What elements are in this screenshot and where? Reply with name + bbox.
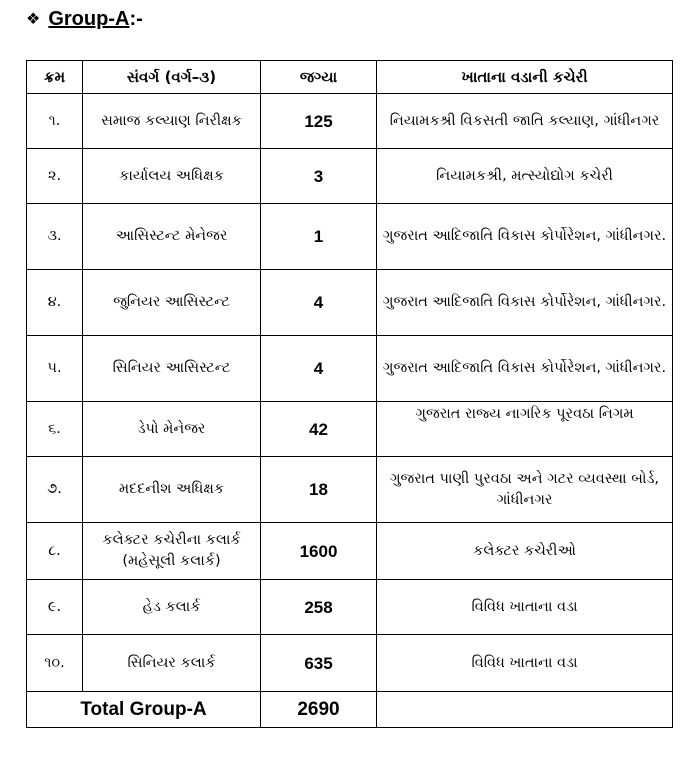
total-empty-cell bbox=[377, 692, 673, 728]
diamond-bullet-icon: ❖ bbox=[26, 11, 41, 28]
cell-office: નિયામકશ્રી વિકસતી જાતિ કલ્યાણ, ગાંધીનગર bbox=[377, 94, 673, 149]
cell-cadre: આસિસ્ટન્ટ મેનેજર bbox=[83, 204, 261, 270]
header-serial: ક્રમ bbox=[27, 61, 83, 94]
total-label: Total Group-A bbox=[27, 692, 261, 728]
cell-cadre: મદદનીશ અધિક્ષક bbox=[83, 457, 261, 523]
cell-office: વિવિધ ખાતાના વડા bbox=[377, 580, 673, 635]
cell-serial: ૧૦. bbox=[27, 635, 83, 692]
cell-office: ગુજરાત આદિજાતિ વિકાસ કોર્પોરેશન, ગાંધીનગર. bbox=[377, 204, 673, 270]
posts-table bbox=[26, 60, 673, 728]
cell-posts: 258 bbox=[261, 580, 377, 635]
cell-serial: ૯. bbox=[27, 580, 83, 635]
cell-office: કલેક્ટર કચેરીઓ bbox=[377, 523, 673, 580]
cell-posts: 4 bbox=[261, 336, 377, 402]
cell-office: ગુજરાત પાણી પુરવઠા અને ગટર વ્યવસ્થા બોર્ડ, ગાંધીનગર bbox=[377, 457, 673, 523]
cell-posts: 125 bbox=[261, 94, 377, 149]
cell-cadre: કાર્યાલય અધિક્ષક bbox=[83, 149, 261, 204]
cell-office: ગુજરાત આદિજાતિ વિકાસ કોર્પોરેશન, ગાંધીનગર. bbox=[377, 270, 673, 336]
header-posts: જગ્યા bbox=[261, 61, 377, 94]
cell-cadre: હેડ કલાર્ક bbox=[83, 580, 261, 635]
heading-suffix: :- bbox=[129, 7, 143, 30]
cell-serial: ૫. bbox=[27, 336, 83, 402]
cell-serial: ૭. bbox=[27, 457, 83, 523]
cell-posts: 3 bbox=[261, 149, 377, 204]
table-row bbox=[27, 204, 673, 270]
cell-cadre: સિનિયર આસિસ્ટન્ટ bbox=[83, 336, 261, 402]
heading-title: Group-A bbox=[48, 7, 130, 30]
table-row bbox=[27, 149, 673, 204]
table-header-row bbox=[27, 61, 673, 94]
cell-posts: 4 bbox=[261, 270, 377, 336]
total-row bbox=[27, 692, 673, 728]
cell-serial: ૩. bbox=[27, 204, 83, 270]
header-cadre: સંવર્ગ (વર્ગ–૩) bbox=[83, 61, 261, 94]
table-row bbox=[27, 336, 673, 402]
cell-serial: ૮. bbox=[27, 523, 83, 580]
cell-serial: ૬. bbox=[27, 402, 83, 457]
cell-posts: 1600 bbox=[261, 523, 377, 580]
cell-office: ગુજરાત રાજ્ય નાગરિક પૂરવઠા નિગમ bbox=[377, 402, 673, 457]
cell-office: વિવિધ ખાતાના વડા bbox=[377, 635, 673, 692]
table-row bbox=[27, 635, 673, 692]
header-office: ખાતાના વડાની કચેરી bbox=[377, 61, 673, 94]
cell-serial: ૨. bbox=[27, 149, 83, 204]
table-row bbox=[27, 523, 673, 580]
cell-serial: ૧. bbox=[27, 94, 83, 149]
cell-cadre: સમાજ કલ્યાણ નિરીક્ષક bbox=[83, 94, 261, 149]
cell-posts: 18 bbox=[261, 457, 377, 523]
cell-posts: 42 bbox=[261, 402, 377, 457]
cell-posts: 1 bbox=[261, 204, 377, 270]
cell-office: ગુજરાત આદિજાતિ વિકાસ કોર્પોરેશન, ગાંધીનગર. bbox=[377, 336, 673, 402]
table-row bbox=[27, 457, 673, 523]
cell-cadre: ડેપો મેનેજર bbox=[83, 402, 261, 457]
cell-cadre: સિનિયર કલાર્ક bbox=[83, 635, 261, 692]
cell-cadre: જુનિયર આસિસ્ટન્ટ bbox=[83, 270, 261, 336]
table-row bbox=[27, 94, 673, 149]
table-row bbox=[27, 270, 673, 336]
cell-office: નિયામકશ્રી, મત્સ્યોદ્યોગ કચેરી bbox=[377, 149, 673, 204]
cell-serial: ૪. bbox=[27, 270, 83, 336]
table-row bbox=[27, 402, 673, 457]
table-row bbox=[27, 580, 673, 635]
cell-posts: 635 bbox=[261, 635, 377, 692]
cell-cadre: કલેક્ટર કચેરીના કલાર્ક (મહેસૂલી કલાર્ક) bbox=[83, 523, 261, 580]
section-heading bbox=[26, 6, 143, 32]
total-value: 2690 bbox=[261, 692, 377, 728]
